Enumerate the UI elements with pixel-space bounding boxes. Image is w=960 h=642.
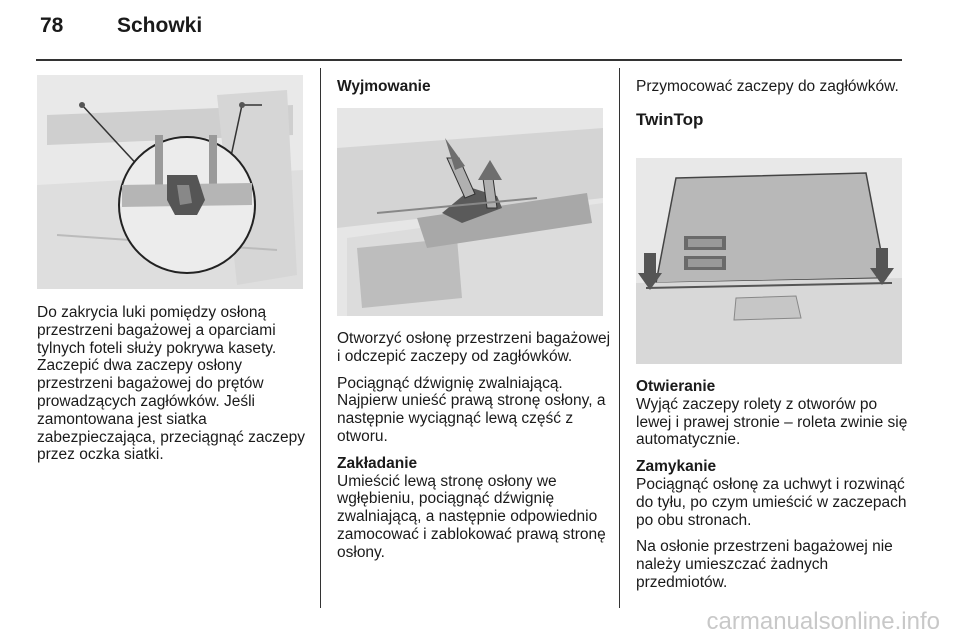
column-3 (636, 378, 911, 601)
figure-cover-hooks (37, 75, 303, 289)
heading-close: Zamykanie (636, 458, 717, 476)
column-divider-1 (320, 68, 321, 608)
release-lever-illustration (337, 108, 603, 316)
close-paragraph-2: Na osłonie przestrzeni bagażowej nie należy umieszczać żadnych przedmiotów. (636, 538, 893, 591)
column-3-top (636, 78, 906, 130)
cover-hooks-paragraph: Do zakrycia luki pomiędzy osłoną przestrzeni bagażowej a oparciami tylnych foteli służy pokrywa kasety. Zaczepić dwa zaczepy osłony przestrzeni bagażowej do prętów prowadzących zagłówków. Jeśli zamontowana jest siatka zabezpieczająca, przeciągnąć zaczepy przez oczka siatki. (37, 304, 305, 464)
heading-twintop: TwinTop (636, 109, 704, 129)
twintop-cover-illustration (636, 158, 902, 364)
chapter-title: Schowki (117, 14, 203, 37)
column-2-top (337, 78, 607, 96)
remove-step-2: Pociągnąć dźwignię zwalniającą. Najpierw unieść prawą stronę osłony, a następnie wyciągnąć lewą część z otworu. (337, 374, 606, 445)
watermark: carmanualsonline.info (706, 608, 940, 635)
close-paragraph-1: Pociągnąć osłonę za uchwyt i rozwinąć do tyłu, po czym umieścić w zaczepach po obu stronach. (636, 475, 907, 529)
heading-open: Otwieranie (636, 378, 716, 395)
cover-hooks-illustration (37, 75, 303, 289)
attach-hooks-paragraph: Przymocować zaczepy do zagłówków. (636, 78, 899, 95)
figure-twintop-cover (636, 158, 902, 364)
figure-release-lever (337, 108, 603, 316)
header-rule (36, 59, 902, 61)
page-number: 78 (40, 14, 64, 37)
heading-remove: Wyjmowanie (337, 78, 431, 95)
column-1 (37, 304, 307, 473)
heading-install: Zakładanie (337, 454, 418, 472)
open-paragraph: Wyjąć zaczepy rolety z otworów po lewej i prawej stronie – roleta zwinie się automatycznie. (636, 395, 908, 449)
column-divider-2 (619, 68, 620, 608)
column-2 (337, 330, 612, 571)
remove-step-1: Otworzyć osłonę przestrzeni bagażowej i odczepić zaczepy od zagłówków. (337, 330, 611, 365)
install-paragraph: Umieścić lewą stronę osłony we wgłębieniu, pociągnąć dźwignię zwalniającą, a następnie odpowiednio zamocować i zablokować prawą stronę osłony. (337, 472, 606, 561)
